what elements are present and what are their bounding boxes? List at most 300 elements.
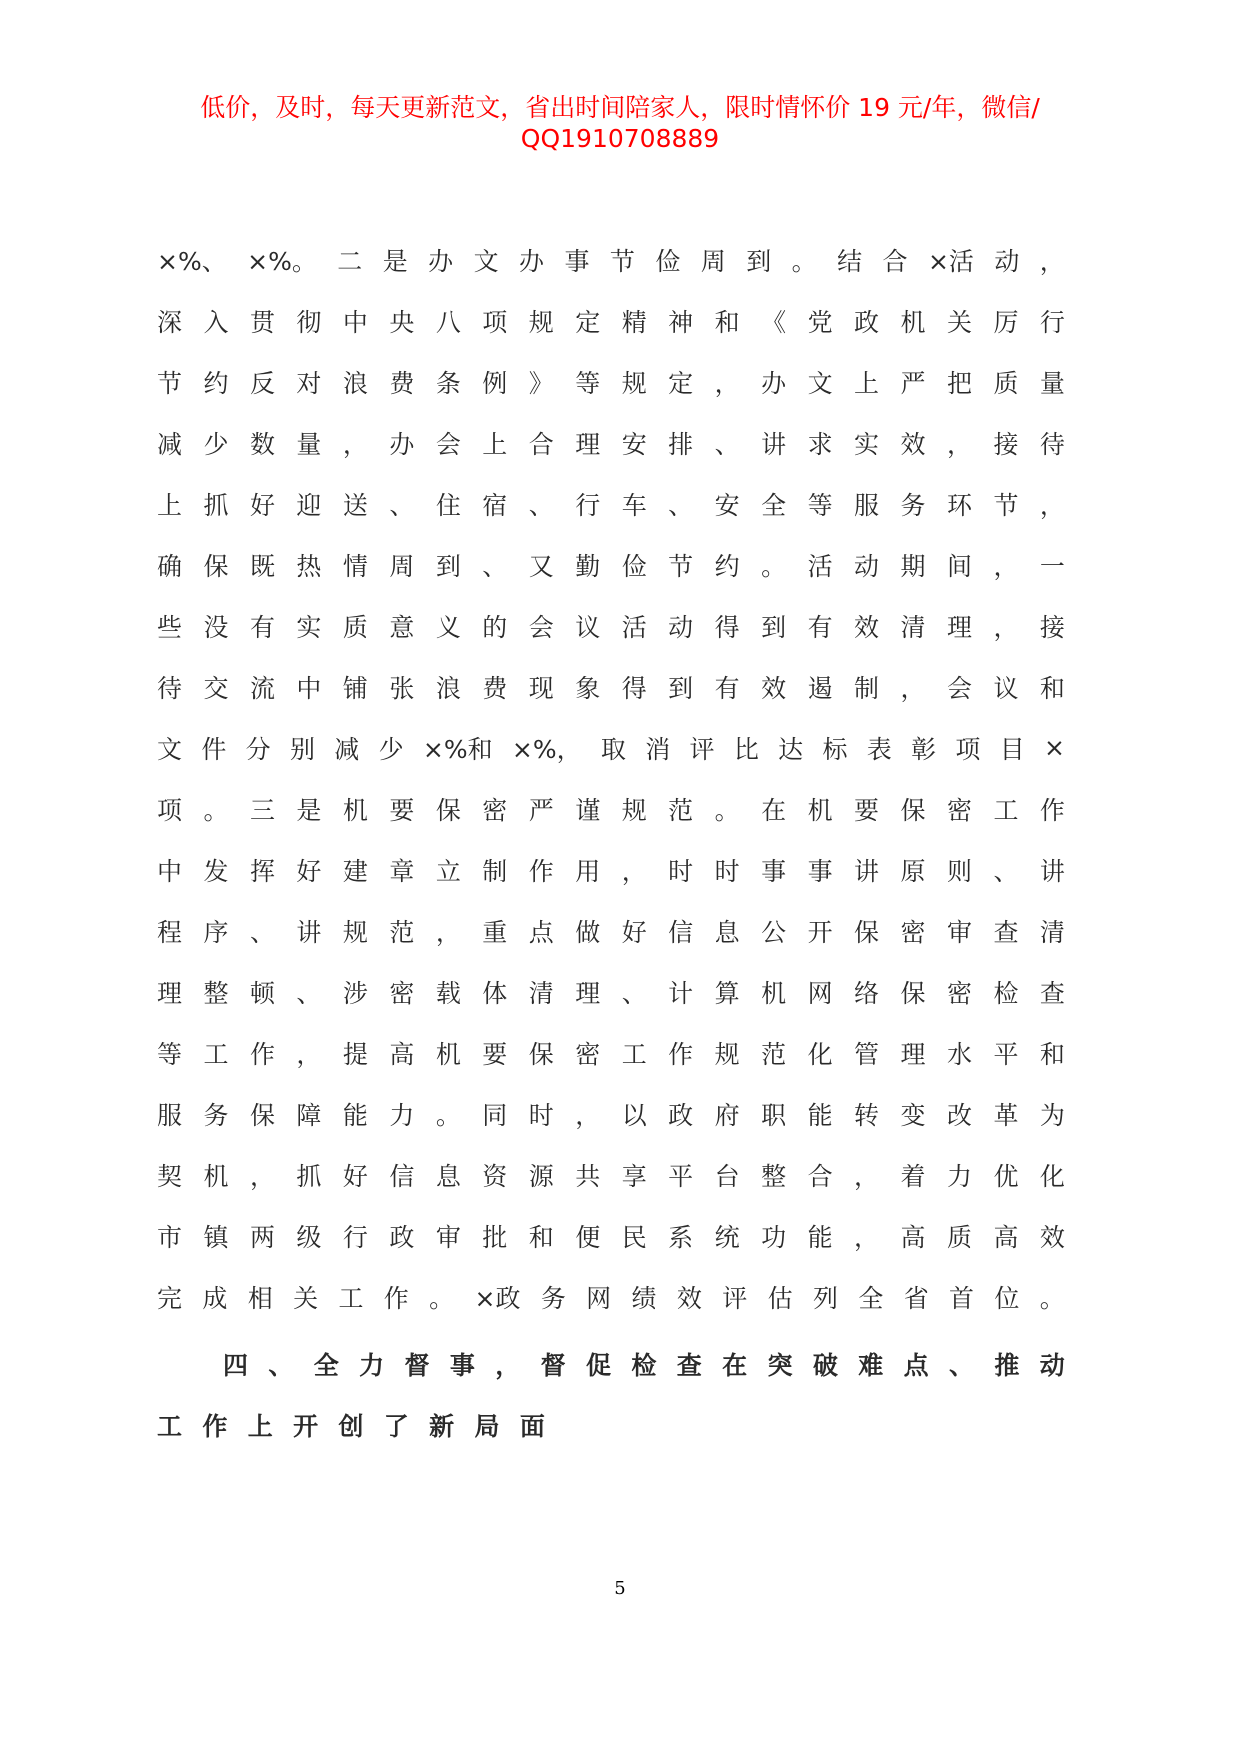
body-glyph: 以 [621, 1100, 647, 1130]
body-glyph: 消 [645, 734, 671, 764]
body-glyph: 序 [203, 917, 229, 947]
body-glyph: 水 [946, 1039, 972, 1069]
body-glyph: 减 [157, 429, 183, 459]
body-glyph: 迎 [296, 490, 322, 520]
body-glyph: 台 [714, 1161, 740, 1191]
body-glyph: 镇 [203, 1222, 229, 1252]
heading-glyph: 点 [903, 1350, 929, 1380]
body-glyph: 制 [482, 856, 508, 886]
body-glyph: 效 [900, 429, 926, 459]
body-line [157, 1266, 1065, 1327]
body-glyph: 党 [807, 307, 833, 337]
body-glyph: 服 [157, 1100, 183, 1130]
body-glyph: 民 [621, 1222, 647, 1252]
body-glyph: 源 [528, 1161, 554, 1191]
body-glyph: 量 [296, 429, 322, 459]
body-glyph: 达 [778, 734, 804, 764]
body-glyph: 相 [247, 1283, 273, 1313]
body-glyph: 保 [435, 795, 461, 825]
body-glyph: 好 [249, 490, 275, 520]
body-glyph: 到 [761, 612, 787, 642]
body-glyph: 得 [714, 612, 740, 642]
body-glyph: 为 [1039, 1100, 1065, 1130]
body-glyph: 机 [203, 1161, 229, 1191]
body-glyph: 功 [761, 1222, 787, 1252]
body-glyph: 级 [296, 1222, 322, 1252]
body-glyph: 平 [668, 1161, 694, 1191]
heading-glyph: ， [495, 1350, 521, 1380]
body-glyph: ×%和 [422, 734, 493, 764]
body-glyph: 高 [993, 1222, 1019, 1252]
body-glyph: 得 [621, 673, 647, 703]
body-glyph: 能 [342, 1100, 368, 1130]
body-glyph: 对 [296, 368, 322, 398]
body-glyph: 条 [435, 368, 461, 398]
body-glyph: 表 [866, 734, 892, 764]
body-glyph: 首 [949, 1283, 975, 1313]
body-glyph: ， [435, 917, 461, 947]
body-line [157, 1205, 1065, 1266]
body-glyph: 节 [609, 246, 635, 276]
body-glyph: 。 [1039, 1283, 1065, 1313]
body-glyph: 。 [791, 246, 817, 276]
body-line [157, 1022, 1065, 1083]
heading-glyph: 新 [429, 1411, 455, 1441]
body-glyph: 系 [668, 1222, 694, 1252]
body-glyph: 保 [203, 551, 229, 581]
body-glyph: ×%， [511, 734, 582, 764]
body-glyph: 管 [854, 1039, 880, 1069]
body-glyph: 实 [296, 612, 322, 642]
body-glyph: ， [993, 551, 1019, 581]
body-glyph: 。 [714, 795, 740, 825]
body-glyph: ×政 [474, 1283, 521, 1313]
body-glyph: 理 [157, 978, 183, 1008]
heading-glyph: 开 [293, 1411, 319, 1441]
body-glyph: 查 [1039, 978, 1065, 1008]
body-glyph: 确 [157, 551, 183, 581]
body-glyph: 要 [482, 1039, 508, 1069]
body-glyph: 章 [389, 856, 415, 886]
body-glyph: 要 [389, 795, 415, 825]
body-glyph: 原 [900, 856, 926, 886]
body-glyph: 动 [994, 246, 1020, 276]
body-line [157, 534, 1065, 595]
body-glyph: 务 [203, 1100, 229, 1130]
body-glyph: 上 [482, 429, 508, 459]
body-glyph: 有 [807, 612, 833, 642]
body-glyph: 政 [668, 1100, 694, 1130]
body-glyph: 现 [528, 673, 554, 703]
body-glyph: 谨 [575, 795, 601, 825]
heading-glyph: 检 [631, 1350, 657, 1380]
body-glyph: 。 [761, 551, 787, 581]
body-line [157, 473, 1065, 534]
body-glyph: 范 [668, 795, 694, 825]
body-glyph: 。 [435, 1100, 461, 1130]
body-glyph: 绩 [631, 1283, 657, 1313]
heading-glyph: 工 [157, 1411, 183, 1441]
body-glyph: 到 [746, 246, 772, 276]
body-glyph: 平 [993, 1039, 1019, 1069]
body-glyph: 范 [389, 917, 415, 947]
body-glyph: 关 [293, 1283, 319, 1313]
body-glyph: ×%。 [247, 246, 317, 276]
body-glyph: 在 [761, 795, 787, 825]
body-glyph: 和 [1039, 673, 1065, 703]
body-glyph: 严 [528, 795, 554, 825]
heading-glyph: 四 [223, 1350, 249, 1380]
body-glyph: 作 [249, 1039, 275, 1069]
body-glyph: 约 [714, 551, 740, 581]
body-glyph: 评 [722, 1283, 748, 1313]
body-glyph: 理 [900, 1039, 926, 1069]
body-glyph: 要 [854, 795, 880, 825]
body-glyph: 作 [528, 856, 554, 886]
body-glyph: ， [946, 429, 972, 459]
body-glyph: 、 [993, 856, 1019, 886]
body-glyph: 息 [714, 917, 740, 947]
body-glyph: 机 [900, 307, 926, 337]
body-glyph: 查 [993, 917, 1019, 947]
body-glyph: 高 [389, 1039, 415, 1069]
body-glyph: 遏 [807, 673, 833, 703]
body-glyph: 、 [668, 490, 694, 520]
body-glyph: 省 [903, 1283, 929, 1313]
body-glyph: 浪 [435, 673, 461, 703]
body-glyph: 保 [854, 917, 880, 947]
body-glyph: 好 [342, 1161, 368, 1191]
body-glyph: 张 [389, 673, 415, 703]
body-line [157, 412, 1065, 473]
body-glyph: 神 [668, 307, 694, 337]
body-glyph: ， [993, 612, 1019, 642]
body-glyph: 待 [1039, 429, 1065, 459]
body-glyph: 、 [528, 490, 554, 520]
body-glyph: 革 [993, 1100, 1019, 1130]
page-number: 5 [614, 1578, 626, 1599]
body-glyph: 讲 [1039, 856, 1065, 886]
body-glyph: 是 [382, 246, 408, 276]
body-glyph: 厉 [993, 307, 1019, 337]
body-glyph: 政 [854, 307, 880, 337]
body-glyph: 上 [157, 490, 183, 520]
body-glyph: 浪 [342, 368, 368, 398]
heading-glyph: 了 [383, 1411, 409, 1441]
body-glyph: 送 [342, 490, 368, 520]
header-ad-line-1: 低价，及时，每天更新范文，省出时间陪家人，限时情怀价 19 元/年，微信/ [200, 93, 1040, 122]
body-glyph: 效 [761, 673, 787, 703]
body-glyph: 约 [203, 368, 229, 398]
body-glyph: 。 [429, 1283, 455, 1313]
body-glyph: 热 [296, 551, 322, 581]
body-glyph: 审 [946, 917, 972, 947]
body-glyph: 合 [807, 1161, 833, 1191]
body-glyph: 力 [389, 1100, 415, 1130]
body-glyph: 有 [249, 612, 275, 642]
body-glyph: 工 [203, 1039, 229, 1069]
body-glyph: 批 [482, 1222, 508, 1252]
body-glyph: 化 [807, 1039, 833, 1069]
body-glyph: 文 [157, 734, 183, 764]
body-glyph: 项 [482, 307, 508, 337]
body-glyph: 位 [994, 1283, 1020, 1313]
body-line [157, 839, 1065, 900]
body-glyph: 抓 [296, 1161, 322, 1191]
body-glyph: 挥 [249, 856, 275, 886]
body-glyph: 保 [900, 795, 926, 825]
body-line [157, 1083, 1065, 1144]
body-glyph: 密 [482, 795, 508, 825]
body-glyph: 好 [621, 917, 647, 947]
body-glyph: 工 [621, 1039, 647, 1069]
body-glyph: 间 [946, 551, 972, 581]
body-glyph: 优 [993, 1161, 1019, 1191]
body-glyph: 府 [714, 1100, 740, 1130]
body-glyph: 算 [714, 978, 740, 1008]
body-glyph: 项 [157, 795, 183, 825]
body-glyph: 网 [586, 1283, 612, 1313]
body-glyph: 事 [761, 856, 787, 886]
body-glyph: ， [714, 368, 740, 398]
body-glyph: ， [854, 1161, 880, 1191]
body-glyph: 清 [528, 978, 554, 1008]
body-glyph: 车 [621, 490, 647, 520]
body-glyph: 行 [1039, 307, 1065, 337]
body-line [157, 717, 1065, 778]
body-glyph: 同 [482, 1100, 508, 1130]
body-line [157, 229, 1065, 290]
section-heading-line-1 [157, 1333, 1065, 1394]
body-glyph: ， [249, 1161, 275, 1191]
body-glyph: 一 [1039, 551, 1065, 581]
body-glyph: 入 [203, 307, 229, 337]
heading-glyph: 督 [404, 1350, 430, 1380]
body-glyph: 反 [249, 368, 275, 398]
body-glyph: 合 [528, 429, 554, 459]
body-glyph: 时 [528, 1100, 554, 1130]
body-glyph: 别 [289, 734, 315, 764]
body-glyph: 顿 [249, 978, 275, 1008]
body-glyph: 义 [435, 612, 461, 642]
body-glyph: 质 [993, 368, 1019, 398]
body-glyph: 机 [435, 1039, 461, 1069]
body-glyph: 共 [575, 1161, 601, 1191]
body-line [157, 351, 1065, 412]
body-glyph: 少 [378, 734, 404, 764]
body-glyph: 文 [473, 246, 499, 276]
body-glyph: 标 [822, 734, 848, 764]
body-glyph: 象 [575, 673, 601, 703]
body-glyph: 化 [1039, 1161, 1065, 1191]
body-glyph: 量 [1039, 368, 1065, 398]
heading-glyph: 推 [994, 1350, 1020, 1380]
body-glyph: 取 [600, 734, 626, 764]
body-glyph: 制 [854, 673, 880, 703]
body-glyph: 估 [767, 1283, 793, 1313]
body-glyph: 抓 [203, 490, 229, 520]
body-glyph: 整 [761, 1161, 787, 1191]
body-glyph: 全 [858, 1283, 884, 1313]
body-glyph: 机 [807, 795, 833, 825]
body-glyph: 效 [854, 612, 880, 642]
body-glyph: 排 [668, 429, 694, 459]
body-glyph: 等 [575, 368, 601, 398]
body-glyph: 俭 [655, 246, 681, 276]
body-glyph: 能 [807, 1100, 833, 1130]
body-glyph: 便 [575, 1222, 601, 1252]
body-glyph: ， [621, 856, 647, 886]
body-line [157, 778, 1065, 839]
body-glyph: 质 [342, 612, 368, 642]
body-glyph: 意 [389, 612, 415, 642]
body-glyph: 接 [1039, 612, 1065, 642]
body-line [157, 900, 1065, 961]
body-glyph: 合 [882, 246, 908, 276]
body-glyph: 作 [383, 1283, 409, 1313]
body-glyph: 契 [157, 1161, 183, 1191]
body-glyph: 项 [955, 734, 981, 764]
body-glyph: 和 [528, 1222, 554, 1252]
body-glyph: 做 [575, 917, 601, 947]
body-glyph: 高 [900, 1222, 926, 1252]
heading-glyph: 破 [812, 1350, 838, 1380]
body-glyph: 例 [482, 368, 508, 398]
body-paragraph [157, 229, 1065, 1327]
body-glyph: 《 [761, 307, 787, 337]
body-line [157, 595, 1065, 656]
body-glyph: 节 [668, 551, 694, 581]
body-glyph: 环 [946, 490, 972, 520]
body-glyph: 数 [249, 429, 275, 459]
body-glyph: 规 [342, 917, 368, 947]
body-glyph: 成 [202, 1283, 228, 1313]
body-glyph: 则 [946, 856, 972, 886]
body-glyph: × [1044, 733, 1065, 762]
body-glyph: 保 [900, 978, 926, 1008]
body-glyph: 费 [389, 368, 415, 398]
body-glyph: 职 [761, 1100, 787, 1130]
body-glyph: 力 [946, 1161, 972, 1191]
body-glyph: ， [342, 429, 368, 459]
body-glyph: 节 [157, 368, 183, 398]
heading-glyph: 上 [247, 1411, 273, 1441]
body-glyph: 作 [668, 1039, 694, 1069]
body-glyph: 事 [564, 246, 590, 276]
body-glyph: 实 [854, 429, 880, 459]
heading-glyph: 作 [202, 1411, 228, 1441]
body-glyph: 动 [668, 612, 694, 642]
body-glyph: 保 [249, 1100, 275, 1130]
heading-glyph: 查 [676, 1350, 702, 1380]
body-glyph: 信 [389, 1161, 415, 1191]
body-glyph: 比 [733, 734, 759, 764]
body-glyph: 些 [157, 612, 183, 642]
body-line [157, 1144, 1065, 1205]
heading-glyph: 督 [540, 1350, 566, 1380]
body-glyph: 公 [761, 917, 787, 947]
body-glyph: 规 [621, 795, 647, 825]
body-glyph: 、 [482, 551, 508, 581]
body-glyph: 变 [900, 1100, 926, 1130]
section-heading-line-2 [157, 1394, 545, 1455]
body-glyph: 理 [946, 612, 972, 642]
body-glyph: 审 [435, 1222, 461, 1252]
body-glyph: 活 [621, 612, 647, 642]
body-glyph: 载 [435, 978, 461, 1008]
body-glyph: 到 [435, 551, 461, 581]
body-glyph: 议 [575, 612, 601, 642]
body-glyph: 重 [482, 917, 508, 947]
body-glyph: 贯 [249, 307, 275, 337]
body-glyph: 工 [338, 1283, 364, 1313]
body-glyph: 完 [157, 1283, 183, 1313]
heading-glyph: 在 [722, 1350, 748, 1380]
body-glyph: 体 [482, 978, 508, 1008]
body-glyph: 密 [389, 978, 415, 1008]
body-glyph: 少 [203, 429, 229, 459]
body-glyph: 清 [900, 612, 926, 642]
heading-glyph: 动 [1039, 1350, 1065, 1380]
body-glyph: 资 [482, 1161, 508, 1191]
heading-glyph: 难 [858, 1350, 884, 1380]
body-glyph: 时 [668, 856, 694, 886]
body-glyph: 八 [435, 307, 461, 337]
body-glyph: 密 [900, 917, 926, 947]
body-glyph: 宿 [482, 490, 508, 520]
body-glyph: 动 [854, 551, 880, 581]
body-glyph: 接 [993, 429, 1019, 459]
body-glyph: 交 [203, 673, 229, 703]
body-glyph: 好 [296, 856, 322, 886]
body-glyph: 开 [807, 917, 833, 947]
heading-glyph: 事 [449, 1350, 475, 1380]
heading-glyph: 全 [313, 1350, 339, 1380]
body-glyph: 定 [575, 307, 601, 337]
body-glyph: 》 [528, 368, 554, 398]
body-glyph: 检 [993, 978, 1019, 1008]
heading-glyph: 力 [359, 1350, 385, 1380]
body-glyph: 活 [807, 551, 833, 581]
body-glyph: 住 [435, 490, 461, 520]
body-glyph: 讲 [761, 429, 787, 459]
body-glyph: 安 [714, 490, 740, 520]
header-advertisement [160, 92, 1080, 154]
body-glyph: 涉 [342, 978, 368, 1008]
body-glyph: ×%、 [157, 246, 227, 276]
body-glyph: ×活 [927, 246, 974, 276]
body-glyph: 务 [900, 490, 926, 520]
body-glyph: 效 [676, 1283, 702, 1313]
heading-glyph: 促 [586, 1350, 612, 1380]
body-glyph: 央 [389, 307, 415, 337]
body-glyph: 质 [946, 1222, 972, 1252]
body-glyph: 范 [761, 1039, 787, 1069]
body-glyph: 络 [854, 978, 880, 1008]
body-glyph: ， [1039, 246, 1065, 276]
body-glyph: 密 [946, 795, 972, 825]
body-glyph: 着 [900, 1161, 926, 1191]
body-glyph: 待 [157, 673, 183, 703]
body-glyph: 议 [993, 673, 1019, 703]
body-glyph: 没 [203, 612, 229, 642]
body-glyph: 上 [854, 368, 880, 398]
body-glyph: 市 [157, 1222, 183, 1252]
body-glyph: 二 [337, 246, 363, 276]
body-line [157, 290, 1065, 351]
body-glyph: 有 [714, 673, 740, 703]
body-glyph: ， [900, 673, 926, 703]
